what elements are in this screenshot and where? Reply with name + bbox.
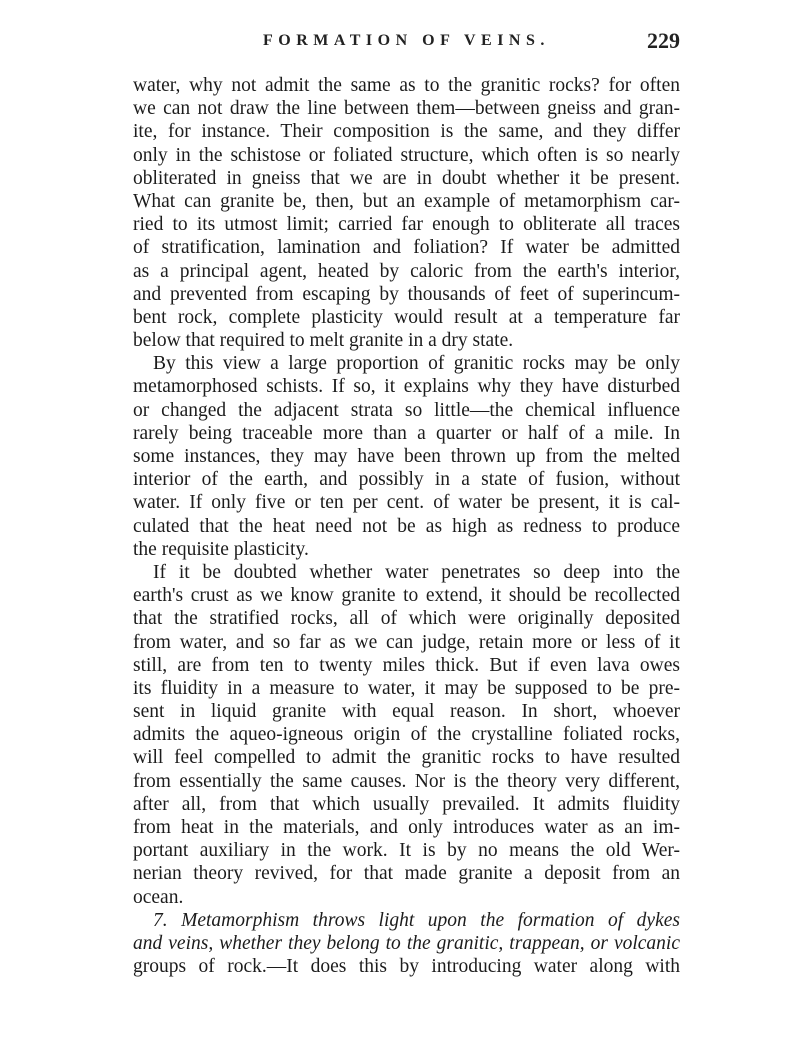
text-line: interior of the earth, and possibly in a state of fusion, without	[133, 469, 680, 491]
text-line: from water, and so far as we can judge, retain more or less of it	[133, 631, 680, 653]
text-line: we can not draw the line between them—between gneiss and gran-	[133, 98, 680, 120]
text-line: and prevented from escaping by thousands of feet of superincum-	[133, 283, 680, 305]
text-line: still, are from ten to twenty miles thick. But if even lava owes	[133, 654, 680, 676]
text-line: its fluidity in a measure to water, it may be supposed to be pre-	[133, 677, 680, 699]
running-title: FORMATION OF VEINS.	[263, 32, 550, 49]
text-line: water, why not admit the same as to the granitic rocks? for often	[133, 75, 680, 96]
page-number: 229	[647, 28, 680, 53]
text-line: obliterated in gneiss that we are in doubt whether it be present.	[133, 167, 680, 189]
text-line: water. If only five or ten per cent. of water be present, it is cal-	[133, 492, 680, 514]
text-line: groups of rock.—It does this by introducing water along with	[133, 956, 680, 978]
text-line: that the stratified rocks, all of which were originally deposited	[133, 608, 680, 630]
text-line: of stratification, lamination and foliation? If water be admitted	[133, 237, 680, 259]
text-line: What can granite be, then, but an example of metamorphism car-	[133, 190, 680, 212]
paragraph-end-line: the requisite plasticity.	[133, 538, 309, 560]
paragraph-end-line: below that required to melt granite in a dry state.	[133, 330, 514, 352]
text-line: portant auxiliary in the work. It is by no means the old Wer-	[133, 840, 680, 862]
text-line: from heat in the materials, and only introduces water as an im-	[133, 817, 680, 838]
text-line: rarely being traceable more than a quarter or half of a mile. In	[133, 422, 680, 444]
paragraph-start-line: By this view a large proportion of granitic rocks may be only	[153, 353, 680, 375]
text-line: earth's crust as we know granite to extend, it should be recollected	[133, 585, 680, 607]
paragraph-start-line: If it be doubted whether water penetrates so deep into the	[153, 561, 680, 583]
text-line: ried to its utmost limit; carried far enough to obliterate all traces	[133, 214, 680, 236]
text-line: from essentially the same causes. Nor is the theory very different,	[133, 770, 680, 792]
text-line: as a principal agent, heated by caloric from the earth's interior,	[133, 260, 680, 282]
section-heading-line: 7. Metamorphism throws light upon the formation of dykes	[153, 909, 680, 931]
text-line: only in the schistose or foliated structure, which often is so nearly	[133, 144, 680, 166]
text-line: bent rock, complete plasticity would result at a temperature far	[133, 306, 680, 328]
text-line: will feel compelled to admit the granitic rocks to have resulted	[133, 747, 680, 769]
text-line: admits the aqueo-igneous origin of the crystalline foliated rocks,	[133, 724, 680, 746]
paragraph-end-line: ocean.	[133, 886, 184, 908]
text-line: some instances, they may have been thrown up from the melted	[133, 446, 680, 467]
text-line: or changed the adjacent strata so little—the chemical influence	[133, 399, 680, 421]
body-text	[133, 74, 680, 978]
text-line: sent in liquid granite with equal reason. In short, whoever	[133, 701, 680, 723]
section-heading-line: and veins, whether they belong to the granitic, trappean, or volcanic	[133, 932, 680, 954]
text-line: ite, for instance. Their composition is the same, and they differ	[133, 121, 680, 143]
text-line: metamorphosed schists. If so, it explains why they have disturbed	[133, 376, 680, 398]
running-header	[133, 28, 680, 58]
text-line: after all, from that which usually prevailed. It admits fluidity	[133, 793, 680, 815]
text-line: culated that the heat need not be as high as redness to produce	[133, 515, 680, 537]
text-line: nerian theory revived, for that made granite a deposit from an	[133, 863, 680, 885]
